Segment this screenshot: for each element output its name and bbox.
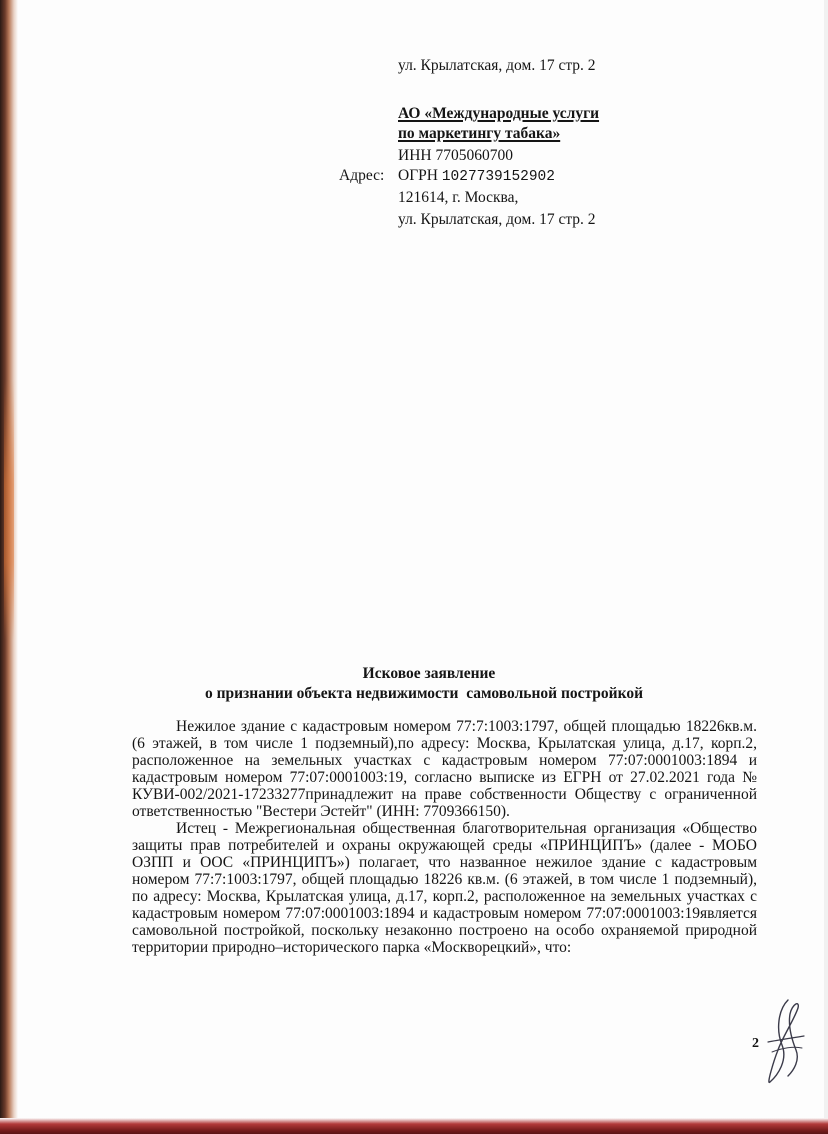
- document-subtitle: о признании объекта недвижимости самовольной постройкой: [204, 685, 644, 702]
- body-paragraph-2: Истец - Межрегиональная общественная благотворительная организация «Общество защиты прав потребителей и охраны окружающей среды «ПРИНЦИПЪ» (далее - МОБО ОЗПП и ООС «ПРИНЦИПЪ») полагает, что названное нежилое здание с кадастровым номером 77:7:1003:1797, общей площадью 18226 кв.м. (6 этажей, в том числе 1 подземный), по адресу: Москва, Крылатская улица, д.17, корп.2, расположенное на земельных участках с кадастровым номером 77:07:0001003:1894 и кадастровым номером 77:07:0001003:19является самовольной постройкой, поскольку незаконно построено на особо охраняемой природной территории природно–исторического парка «Москворецкий», что:: [132, 820, 757, 956]
- org-name-line-1: АО «Международные услуги: [398, 105, 600, 122]
- document-title: Исковое заявление: [362, 665, 496, 682]
- ogrn-number: 1027739152902: [441, 169, 555, 185]
- org-name-line-2: по маркетингу табака»: [398, 125, 561, 142]
- page-number: 2: [752, 1036, 759, 1051]
- body-paragraph-1: Нежилое здание с кадастровым номером 77:7:1003:1797, общей площадью 18226кв.м. (6 этажей, в том числе 1 подземный),по адресу: Москва, Крылатская улица, д.17, корп.2, расположенное на земельных участках с кадастровым номером 77:07:0001003:1894 и кадастровым номером 77:07:0001003:19, согласно выписке из ЕГРН от 27.02.2021 года № КУВИ-002/2021-17233277принадлежит на праве собственности Обществу с ограниченной ответственностью "Вестери Эстейт" (ИНН: 7709366150).: [132, 718, 757, 820]
- org-city-line: 121614, г. Москва,: [398, 189, 519, 206]
- document-body: [132, 718, 757, 956]
- address-label: Адрес:: [339, 167, 385, 184]
- scan-edge-stain: [4, 380, 14, 640]
- scan-bottom-edge: [0, 1118, 828, 1134]
- ogrn-prefix: ОГРН: [398, 167, 442, 184]
- org-street-line: ул. Крылатская, дом. 17 стр. 2: [398, 211, 596, 228]
- org-inn: ИНН 7705060700: [398, 147, 513, 164]
- org-ogrn: [398, 166, 555, 187]
- handwritten-signature: [748, 990, 808, 1090]
- scan-right-edge: [824, 0, 828, 1134]
- header-address-top: ул. Крылатская, дом. 17 стр. 2: [398, 57, 596, 74]
